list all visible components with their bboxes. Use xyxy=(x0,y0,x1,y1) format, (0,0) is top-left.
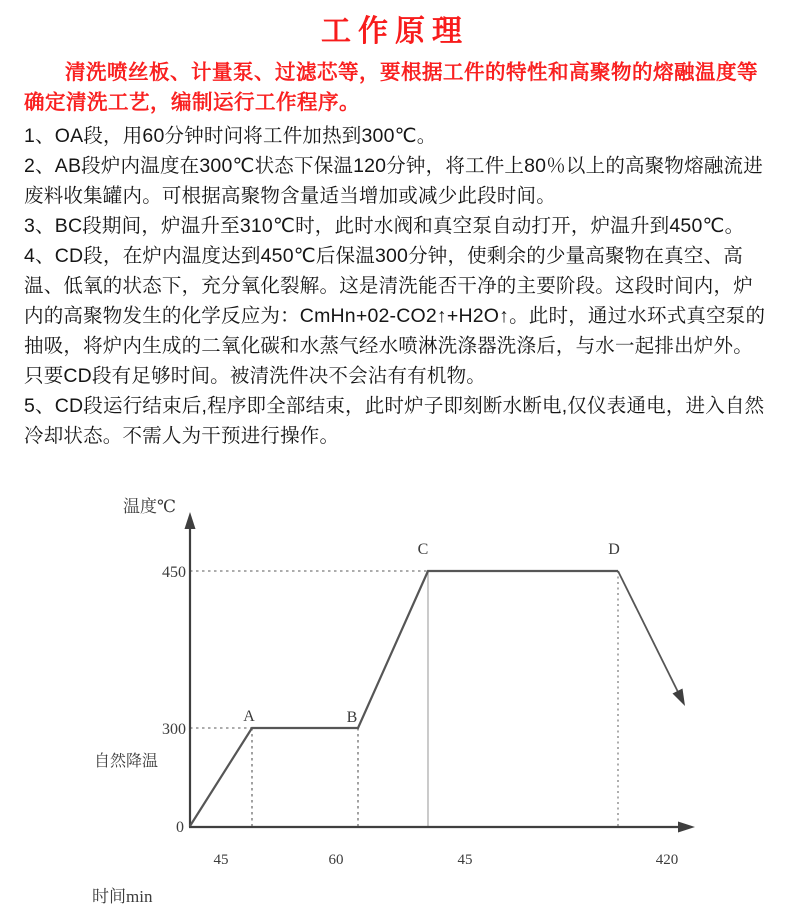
x-segment-60: 60 xyxy=(328,852,344,868)
chart-canvas xyxy=(0,495,790,920)
point-label-a: A xyxy=(243,708,255,725)
point-label-d: D xyxy=(608,541,620,558)
y-tick-0: 0 xyxy=(176,819,184,836)
natural-cooling-annotation: 自然降温 xyxy=(94,753,159,770)
y-tick-300: 300 xyxy=(162,721,186,738)
page-title: 工作原理 xyxy=(321,15,469,48)
temperature-time-chart xyxy=(0,495,790,920)
cooling-arrowhead xyxy=(673,689,686,707)
cooling-line xyxy=(618,571,679,694)
y-axis-label: 温度℃ xyxy=(123,497,177,516)
x-axis-label: 时间min xyxy=(92,887,153,906)
text-block xyxy=(0,0,790,451)
point-label-c: C xyxy=(417,541,429,558)
paragraph-5: 5、CD段运行结束后,程序即全部结束，此时炉子即刻断水断电,仅仪表通电，进入自然冷却状态。不需人为干预进行操作。 xyxy=(24,395,765,447)
intro-paragraph: 清洗喷丝板、计量泵、过滤芯等，要根据工件的特性和高聚物的熔融温度等确定清洗工艺，编制运行工作程序。 xyxy=(24,61,758,114)
paragraph-2: 2、AB段炉内温度在300℃状态下保温120分钟，将工件上80％以上的高聚物熔融流进废料收集罐内。可根据高聚物含量适当增加或减少此段时间。 xyxy=(24,155,763,207)
temperature-curve xyxy=(190,571,618,826)
point-label-b: B xyxy=(346,709,358,726)
x-segment-45a: 45 xyxy=(213,852,229,868)
paragraph-1: 1、OA段，用60分钟时问将工件加热到300℃。 xyxy=(24,125,437,147)
x-segment-45b: 45 xyxy=(457,852,473,868)
paragraph-3: 3、BC段期间，炉温升至310℃时，此时水阀和真空泵自动打开，炉温升到450℃。 xyxy=(24,215,745,237)
x-segment-420: 420 xyxy=(655,852,679,868)
y-axis-arrowhead xyxy=(185,512,196,529)
y-tick-450: 450 xyxy=(162,564,186,581)
x-axis-arrowhead xyxy=(678,822,695,833)
paragraph-4: 4、CD段，在炉内温度达到450℃后保温300分钟，使剩余的少量高聚物在真空、高温、低氧的状态下，充分氧化裂解。这是清洗能否干净的主要阶段。这段时间内，炉内的高聚物发生的化学反应为：CmHn+02-CO2↑+H2O↑。此时，通过水环式真空泵的抽吸，将炉内生成的二氧化碳和水蒸气经水喷淋洗涤器洗涤后，与水一起排出炉外。只要CD段有足够时间。被清洗件决不会沾有有机物。 xyxy=(24,245,766,387)
